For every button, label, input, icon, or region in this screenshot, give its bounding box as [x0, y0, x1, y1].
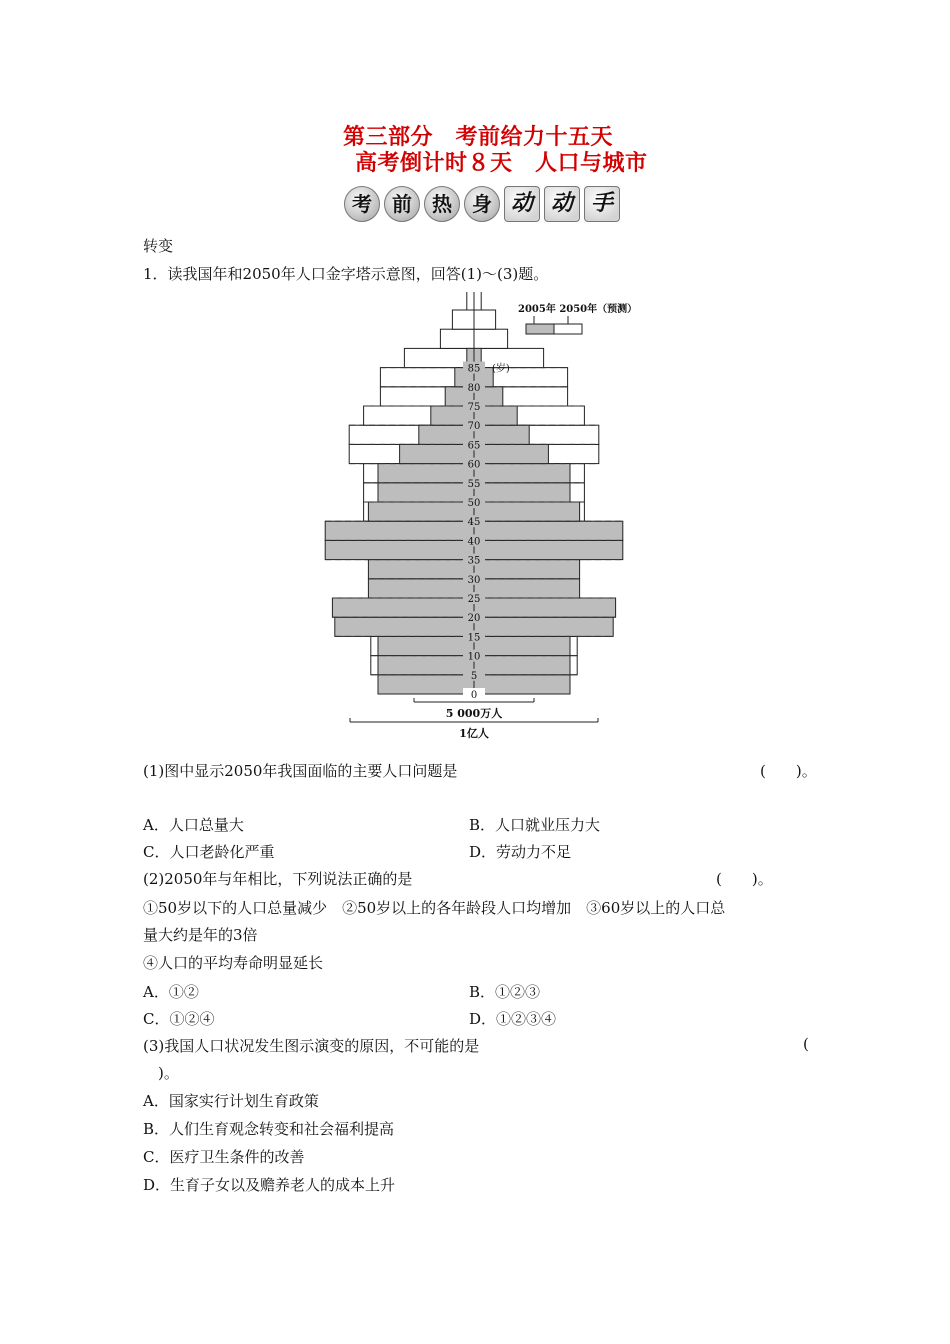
- age-tick-35: 35: [467, 555, 481, 567]
- q1-sub1-answer-paren: ( )。: [760, 762, 817, 780]
- bar-2005-right-5-9: [474, 656, 570, 675]
- bar-2050-left-90-94: [440, 329, 474, 348]
- bar-2050-right-100+: [474, 292, 481, 310]
- bar-2005-left-50-54: [378, 483, 474, 502]
- scale-label-1yi: 1亿人: [459, 727, 489, 740]
- age-tick-45: 45: [467, 517, 481, 529]
- banner-char-2: 前: [384, 186, 420, 222]
- bar-2005-left-0-4: [378, 675, 474, 694]
- q1-sub3-paren-open: (: [803, 1035, 809, 1053]
- q1-sub1-text: (1)图中显示2050年我国面临的主要人口问题是: [143, 762, 458, 780]
- bar-2005-right-45-49: [474, 502, 580, 521]
- q1-sub2-option-d[interactable]: D．①②③④: [469, 1010, 557, 1028]
- age-tick-30: 30: [467, 574, 481, 586]
- bar-2005-left-30-34: [368, 560, 474, 579]
- age-tick-80: 80: [467, 382, 481, 394]
- bar-2005-left-55-59: [378, 464, 474, 483]
- age-tick-75: 75: [467, 402, 481, 413]
- age-tick-70: 70: [467, 421, 481, 433]
- age-unit-label: (岁): [492, 363, 510, 375]
- bar-2005-right-20-24: [474, 598, 616, 617]
- bar-2005-left-25-29: [368, 579, 474, 598]
- bar-2005-left-40-44: [325, 521, 474, 540]
- q1-sub1-option-d[interactable]: D．劳动力不足: [469, 843, 572, 861]
- bar-2005-left-45-49: [368, 502, 474, 521]
- banner-char-3: 热: [424, 186, 460, 222]
- bar-2050-right-90-94: [474, 329, 508, 348]
- banner-char-5: 动: [504, 186, 540, 222]
- age-tick-40: 40: [467, 536, 481, 548]
- banner-char-4: 身: [464, 186, 500, 222]
- question1-stem: 1．读我国年和2050年人口金字塔示意图，回答(1)～(3)题。: [143, 265, 549, 283]
- banner-char-6: 动: [544, 186, 580, 222]
- bar-2005-right-50-54: [474, 483, 570, 502]
- bar-2005-right-35-39: [474, 540, 623, 559]
- q1-sub3-option-c[interactable]: C．医疗卫生条件的改善: [143, 1148, 305, 1166]
- bar-2005-right-40-44: [474, 521, 623, 540]
- bar-2005-left-15-19: [335, 617, 474, 636]
- bar-2005-right-25-29: [474, 579, 580, 598]
- scale-label-5000: 5 000万人: [445, 707, 503, 720]
- q1-sub2-text: (2)2050年与年相比，下列说法正确的是: [143, 870, 413, 888]
- bar-2050-left-100+: [467, 292, 474, 310]
- age-tick-20: 20: [467, 613, 481, 625]
- q1-sub2-option-a[interactable]: A．①②: [143, 983, 199, 1001]
- q1-sub2-option-b[interactable]: B．①②③: [469, 983, 541, 1001]
- age-tick-25: 25: [467, 594, 481, 605]
- section-label: 转变: [143, 237, 174, 255]
- population-pyramid-chart: [300, 292, 640, 742]
- page-title-line2: 高考倒计时８天 人口与城市: [355, 151, 648, 176]
- bar-2005-left-35-39: [325, 540, 474, 559]
- age-tick-50: 50: [467, 498, 481, 509]
- legend-label: 2005年 2050年（预测）: [518, 304, 638, 315]
- age-tick-85: 85: [467, 363, 481, 375]
- q1-sub3-paren-close: )。: [143, 1064, 179, 1082]
- page-title-line1: 第三部分 考前给力十五天: [343, 125, 614, 150]
- q1-sub3-option-b[interactable]: B．人们生育观念转变和社会福利提高: [143, 1120, 395, 1138]
- bar-2005-right-0-4: [474, 675, 570, 694]
- q1-sub1-option-c[interactable]: C．人口老龄化严重: [143, 843, 275, 861]
- warmup-banner: [344, 186, 620, 228]
- q1-sub1-option-b[interactable]: B．人口就业压力大: [469, 816, 601, 834]
- bar-2005-right-55-59: [474, 464, 570, 483]
- bar-2005-left-5-9: [378, 656, 474, 675]
- legend-swatch-2050: [554, 324, 582, 334]
- q1-sub3-option-d[interactable]: D．生育子女以及赡养老人的成本上升: [143, 1176, 396, 1194]
- q1-sub3-option-a[interactable]: A．国家实行计划生育政策: [143, 1092, 319, 1110]
- banner-char-1: 考: [344, 186, 380, 222]
- bar-2005-right-30-34: [474, 560, 580, 579]
- bar-2050-left-95-99: [452, 310, 474, 329]
- age-tick-60: 60: [467, 459, 481, 471]
- banner-char-7: 手: [584, 186, 620, 222]
- bar-2005-left-60-64: [400, 444, 474, 463]
- q1-sub2-statements-line1: ①50岁以下的人口总量减少 ②50岁以上的各年龄段人口均增加 ③60岁以上的人口总: [143, 899, 726, 917]
- age-tick-65: 65: [467, 440, 481, 452]
- age-tick-55: 55: [467, 478, 481, 490]
- age-tick-10: 10: [467, 651, 481, 663]
- q1-sub2-statements-line2: 量大约是年的3倍: [143, 926, 258, 944]
- bar-2005-right-60-64: [474, 444, 548, 463]
- q1-sub2-option-c[interactable]: C．①②④: [143, 1010, 215, 1028]
- q1-sub1-option-a[interactable]: A．人口总量大: [143, 816, 244, 834]
- bar-2005-right-10-14: [474, 636, 570, 655]
- age-tick-5: 5: [470, 670, 478, 682]
- q1-sub2-statements-line3: ④人口的平均寿命明显延长: [143, 954, 324, 972]
- legend-swatch-2005: [526, 324, 554, 334]
- bar-2050-right-95-99: [474, 310, 496, 329]
- q1-sub2-answer-paren: ( )。: [716, 870, 773, 888]
- bar-2005-left-10-14: [378, 636, 474, 655]
- bar-2005-left-20-24: [332, 598, 474, 617]
- bar-2005-right-15-19: [474, 617, 613, 636]
- age-tick-15: 15: [467, 632, 481, 644]
- q1-sub3-text: (3)我国人口状况发生图示演变的原因，不可能的是: [143, 1037, 480, 1055]
- age-tick-0: 0: [470, 690, 478, 701]
